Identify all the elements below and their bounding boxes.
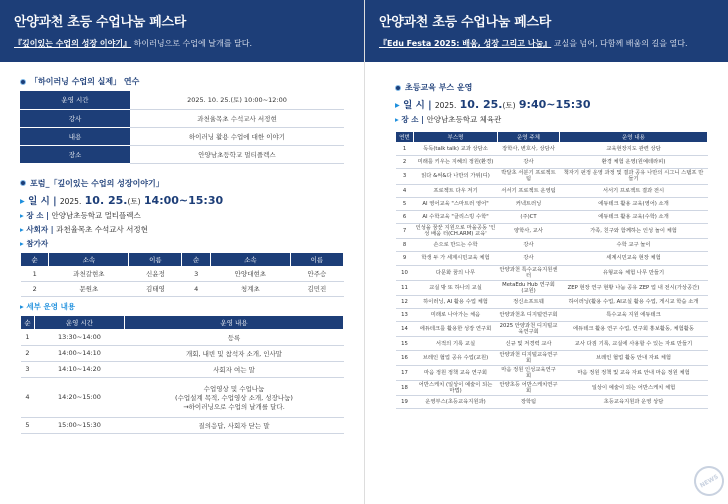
booth-cell: (주)CT [498, 210, 560, 223]
booth-cell: 11 [396, 280, 414, 295]
booth-cell: 하이러닝, AI 활용 수업 체험 [414, 295, 498, 308]
right-page-title: 안양과천 초등 수업나눔 페스타 [379, 15, 552, 30]
booth-cell: 어반스케치 (일상이 예술이 되는 마법) [414, 380, 498, 395]
panel-cell: 3 [182, 266, 210, 281]
right-subtitle-rest: 교실을 넘어, 다함께 배움의 길을 열다. [551, 39, 688, 48]
booth-row [396, 252, 708, 265]
detail-time: 14:00~14:10 [35, 345, 125, 361]
detail-no: 1 [21, 329, 35, 345]
booth-row [396, 224, 708, 239]
booth-cell: 하이러닝(활용 수업, AI교실 활용 수업, 게시교 학습 소개 [560, 295, 708, 308]
booth-row [396, 365, 708, 380]
detail-no: 4 [21, 377, 35, 417]
left-banner [0, 0, 364, 62]
left-content [0, 62, 364, 434]
overview-label: 운영 시간 [20, 91, 130, 109]
booth-date-line: ▸ 일 시 | 2025. 10. 25.(토) 9:40~15:30 [395, 98, 591, 111]
booth-row [396, 396, 708, 409]
detail-no: 5 [21, 417, 35, 433]
booth-cell: 양학사, 교사 [498, 224, 560, 239]
detail-content-line: 등록 [227, 333, 241, 342]
detail-content [125, 361, 344, 377]
overview-value: 2025. 10. 25.(토) 10:00~12:00 [130, 91, 344, 109]
booth-row [396, 265, 708, 280]
booth-cell: AI 수학교육 "클리스빙 수학" [414, 210, 498, 223]
left-page-subtitle [14, 38, 350, 49]
detail-content [125, 329, 344, 345]
detail-row [21, 377, 344, 417]
booth-cell: 강사 [498, 252, 560, 265]
booth-cell: 손으로 만드는 수학 [414, 239, 498, 252]
booth-cell: 1 [396, 143, 414, 156]
booth-row [396, 239, 708, 252]
right-banner [365, 0, 728, 62]
detail-row [21, 345, 344, 361]
booth-place-line: ▸ 장 소 | 안양남초등학교 체육관 [395, 115, 502, 124]
detail-time: 14:10~14:20 [35, 361, 125, 377]
booth-row [396, 156, 708, 169]
panel-row [21, 281, 344, 296]
booth-cell: MetaEdu Hub 연구회(교원) [498, 280, 560, 295]
detail-content-line: →하이러닝으로 수업의 날개를 달다. [183, 402, 285, 411]
overview-row [20, 91, 344, 109]
news-logo-icon: NEWS [689, 461, 728, 502]
booth-row [396, 337, 708, 350]
panel-cell: 2 [21, 281, 49, 296]
overview-label: 내용 [20, 127, 130, 145]
booth-cell: 환경 체험 운영(원예테라피) [560, 156, 708, 169]
booth-cell: 가족, 친구와 함께하는 인성 놀이 체험 [560, 224, 708, 239]
overview-label: 강사 [20, 109, 130, 127]
booth-cell: 읽다 &써&다 나만의 가위(디) [414, 169, 498, 184]
right-content [365, 62, 728, 409]
booth-cell: 8 [396, 239, 414, 252]
booth-cell: 강사 [498, 239, 560, 252]
detail-time: 14:20~15:00 [35, 377, 125, 417]
booth-cell: 인성을 꿈꾼 지원으로 마을공동 '인성 배움 터(CH.ARM) 교육' [414, 224, 498, 239]
booth-cell: 마음 정원 인성교육연구회 [498, 365, 560, 380]
booth-cell: 안양과천 특수교육지원센터 [498, 265, 560, 280]
overview-value: 안양남초등학교 멀티플렉스 [130, 145, 344, 163]
booth-row [396, 197, 708, 210]
booth-cell: 독독(talk talk) 교과 상담소 [414, 143, 498, 156]
forum-place-line: ▸ 장 소 | 안양남초등학교 멀티플렉스 [20, 210, 141, 220]
booth-cell: AI 영어교육 "스마트러 영어" [414, 197, 498, 210]
booth-cell: 세계시민교육 현장 체험 [560, 252, 708, 265]
bullet-dot-icon [20, 180, 26, 186]
booth-cell: 정신소프트웨 [498, 295, 560, 308]
panel-cell: 신윤정 [129, 266, 182, 281]
panel-row [21, 266, 344, 281]
left-page-title: 안양과천 초등 수업나눔 페스타 [14, 15, 187, 30]
panel-col-header: 이름 [290, 252, 343, 266]
detail-table [20, 315, 344, 434]
booth-cell: 에듀테크를 활용한 성장 연구회 [414, 322, 498, 337]
booth-cell: 마음 정원 정책 교육 연구회 [414, 365, 498, 380]
booth-cell: 미래로 나아가는 체음 [414, 309, 498, 322]
booth-cell: 안양과천초 디지털연구회 [498, 309, 560, 322]
booth-col-header: 운영 주체 [498, 132, 560, 143]
bullet-dot-icon [395, 85, 401, 91]
booth-cell: 신규 및 저경력 교사 [498, 337, 560, 350]
booth-table [395, 131, 708, 409]
booth-cell: 14 [396, 322, 414, 337]
booth-cell: 박달초 서분기 프로젝트팀 [498, 169, 560, 184]
booth-row [396, 169, 708, 184]
booth-cell: 책자기 펀정 운영 과정 및 결과 공유 나만의 시그니 스탬프 만들기 [560, 169, 708, 184]
booth-col-header: 부스명 [414, 132, 498, 143]
section-booth-heading: 초등교육 부스 운영 [395, 82, 708, 93]
panel-cell: 안주승 [290, 266, 343, 281]
left-subtitle-quote: 『깊이있는 수업의 성장 이야기』 [14, 39, 132, 48]
booth-cell: 장학팀 [498, 396, 560, 409]
booth-row [396, 380, 708, 395]
booth-cell: 교사 다짐 기록, 교실에 사용할 수 있는 자료 만들기 [560, 337, 708, 350]
detail-content-line: 개회, 내빈 및 참석자 소개, 인사말 [185, 349, 283, 358]
booth-cell: 유형교육 체험 나무 만들기 [560, 265, 708, 280]
booth-cell: 수학 교구 놀이 [560, 239, 708, 252]
booth-cell: 5 [396, 197, 414, 210]
detail-row [21, 329, 344, 345]
booth-cell: 초등교육지원과 운영 상담 [560, 396, 708, 409]
booth-row [396, 295, 708, 308]
booth-cell: 에듀테크 활용 연구 수업, 연구회 홍보활동, 체험활동 [560, 322, 708, 337]
left-subtitle-rest: 하이러닝으로 수업에 날개를 달다. [131, 39, 252, 48]
detail-content [125, 417, 344, 433]
detail-time: 13:30~14:00 [35, 329, 125, 345]
booth-cell: 6 [396, 210, 414, 223]
booth-cell: 7 [396, 224, 414, 239]
panel-col-header: 소속 [210, 252, 290, 266]
detail-content-line: (수업설계 목적, 수업영상 소개, 성장나눔) [175, 393, 293, 402]
overview-row [20, 145, 344, 163]
panel-col-header: 순 [182, 252, 210, 266]
booth-col-header: 연번 [396, 132, 414, 143]
booth-cell: 18 [396, 380, 414, 395]
panel-col-header: 소속 [49, 252, 129, 266]
panel-cell: 김태영 [129, 281, 182, 296]
forum-date-line: ▸ 일 시 | 2025. 10. 25.(토) 14:00~15:30 [20, 193, 224, 207]
booth-cell: 커넥트러닝 [498, 197, 560, 210]
detail-col-header: 운영 내용 [125, 315, 344, 329]
booth-cell: 브레인 협업 활동 안내 자료 체험 [560, 350, 708, 365]
overview-row [20, 109, 344, 127]
detail-content-line: 사회자 여는 말 [213, 365, 255, 374]
booth-cell: 16 [396, 350, 414, 365]
section-training-heading: 「하이러닝 수업의 실제」 연수 [20, 76, 344, 87]
panel-cell: 4 [182, 281, 210, 296]
booth-cell: 마음 정원 정책 및 교육 자료 안내 마음 정원 체험 [560, 365, 708, 380]
booth-cell: 3 [396, 169, 414, 184]
booth-cell: 17 [396, 365, 414, 380]
booth-cell: 강사 [498, 156, 560, 169]
detail-row [21, 361, 344, 377]
detail-content [125, 377, 344, 417]
booth-cell: 9 [396, 252, 414, 265]
booth-cell: 13 [396, 309, 414, 322]
booth-cell: 운영부스(초등교육지원과) [414, 396, 498, 409]
booth-cell: 15 [396, 337, 414, 350]
booth-row [396, 210, 708, 223]
panel-col-header: 이름 [129, 252, 182, 266]
detail-content-line: 질의응답, 사회자 닫는 말 [198, 421, 270, 430]
booth-col-header: 운영 내용 [560, 132, 708, 143]
booth-row [396, 322, 708, 337]
booth-cell: 프로젝트 다우 저기 [414, 184, 498, 197]
forum-panel-heading: ▸ 참가자 [20, 238, 49, 248]
booth-cell: 안양초등 어반스케치연구회 [498, 380, 560, 395]
right-page-subtitle [379, 38, 714, 49]
detail-col-header: 운영 시간 [35, 315, 125, 329]
forum-host-line: ▸ 사회자 | 과천율목초 수석교사 서정현 [20, 224, 148, 234]
booth-cell: 교육현장지도 관련 상담 [560, 143, 708, 156]
panel-cell: 과천갈현초 [49, 266, 129, 281]
booth-cell: 4 [396, 184, 414, 197]
booth-cell: 미래를 키우는 지혜의 정원(환경) [414, 156, 498, 169]
overview-row [20, 127, 344, 145]
overview-value: 과천율목초 수석교사 서정현 [130, 109, 344, 127]
booth-cell: 장학사, 변호사, 상담사 [498, 143, 560, 156]
detail-row [21, 417, 344, 433]
booth-cell: 서서기 프로젝트 운영팀 [498, 184, 560, 197]
booth-cell: 교실 밖 또 하나의 교실 [414, 280, 498, 295]
booth-cell: ZEP 현장 연구 현황 나눔 공유 ZEP 업 내 전시(가상공간) [560, 280, 708, 295]
detail-time: 15:00~15:30 [35, 417, 125, 433]
booth-row [396, 350, 708, 365]
panel-cell: 1 [21, 266, 49, 281]
booth-row [396, 143, 708, 156]
booth-cell: 19 [396, 396, 414, 409]
detail-heading: ▸ 세부 운영 내용 [20, 301, 76, 311]
overview-label: 장소 [20, 145, 130, 163]
booth-cell: 에듀테크 활용 교육(수학) 소개 [560, 210, 708, 223]
booth-cell: 학생 두 가 세계시민교육 체험 [414, 252, 498, 265]
panel-table [20, 252, 344, 297]
detail-col-header: 순 [21, 315, 35, 329]
detail-no: 3 [21, 361, 35, 377]
booth-row [396, 280, 708, 295]
booth-cell: 브레인 협업 공유 수업(교원) [414, 350, 498, 365]
detail-content [125, 345, 344, 361]
section-forum-heading: 포럼_「깊이있는 수업의 성장이야기」 [20, 178, 344, 189]
booth-cell: 10 [396, 265, 414, 280]
training-overview-table [20, 91, 344, 164]
detail-no: 2 [21, 345, 35, 361]
booth-cell: 서서기 프로젝트 결과 전시 [560, 184, 708, 197]
booth-cell: 특수교육 지원 에듀테크 [560, 309, 708, 322]
booth-cell: 에듀테크 활용 교육(영어) 소개 [560, 197, 708, 210]
booth-cell: 일상이 예술이 되는 어반스케치 체험 [560, 380, 708, 395]
booth-cell: 안양과천 디지털교육연구회 [498, 350, 560, 365]
panel-col-header: 순 [21, 252, 49, 266]
panel-cell: 청계초 [210, 281, 290, 296]
panel-cell: 안양대현초 [210, 266, 290, 281]
booth-cell: 다문화 꿈의 나무 [414, 265, 498, 280]
panel-cell: 문원초 [49, 281, 129, 296]
panel-cell: 김민진 [290, 281, 343, 296]
booth-cell: 서적의 기록 교실 [414, 337, 498, 350]
detail-content-line: 수업영상 및 수업나눔 [203, 384, 265, 393]
booth-row [396, 309, 708, 322]
booth-cell: 12 [396, 295, 414, 308]
right-page [364, 0, 728, 504]
right-subtitle-quote: 『Edu Festa 2025: 배움, 성장 그리고 나눔』 [379, 39, 552, 48]
booth-row [396, 184, 708, 197]
booth-cell: 2025 안양과천 디지털교육연구회 [498, 322, 560, 337]
bullet-dot-icon [20, 79, 26, 85]
overview-value: 하이러닝 활용 수업에 대한 이야기 [130, 127, 344, 145]
booth-cell: 2 [396, 156, 414, 169]
